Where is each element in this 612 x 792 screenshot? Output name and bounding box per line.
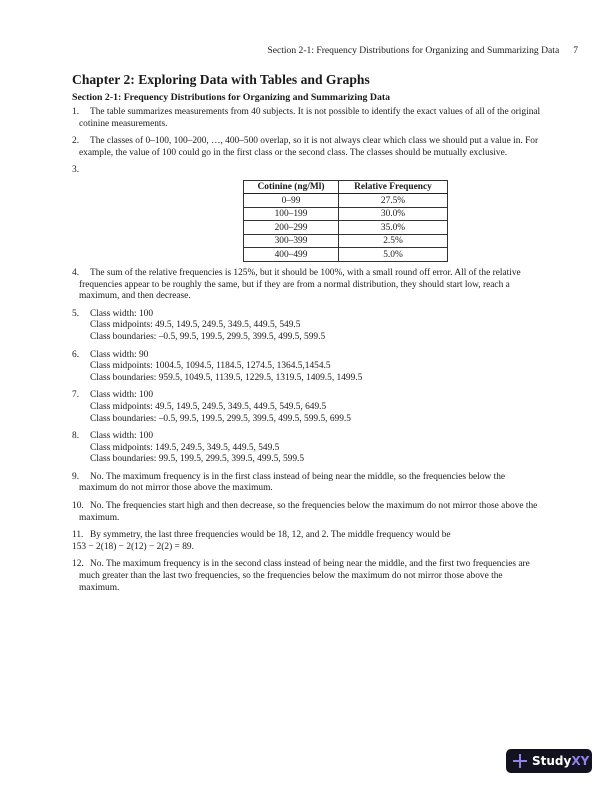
item-number: 12.: [72, 559, 84, 570]
table-cell: 27.5%: [339, 194, 448, 208]
page-number: 7: [573, 45, 578, 56]
class-midpoints: Class midpoints: 49.5, 149.5, 249.5, 349.5, 449.5, 549.5: [90, 320, 301, 331]
middle-frequency-equation: 153 − 2(18) − 2(12) − 2(2) = 89.: [72, 541, 194, 552]
running-title: Section 2-1: Frequency Distributions for Organizing and Summarizing Data: [267, 45, 560, 56]
answer-text: By symmetry, the last three frequencies would be 18, 12, and 2. The middle frequency would be: [90, 530, 451, 541]
answer-text: The classes of 0–100, 100–200, …, 400–500 overlap, so it is not always clear which class we should put a value in. For example, the value of 100 could go in the first class or the second class. The classes should be mutually exclusive.: [79, 136, 539, 158]
answer-12: [72, 559, 542, 594]
table-cell: 2.5%: [339, 234, 448, 248]
section-title: Section 2-1: Frequency Distributions for Organizing and Summarizing Data: [72, 92, 391, 103]
class-midpoints: Class midpoints: 1004.5, 1094.5, 1184.5, 1274.5, 1364.5,1454.5: [90, 361, 331, 372]
answer-3: [72, 165, 542, 177]
item-number: 1.: [72, 107, 80, 117]
running-header: [0, 45, 578, 56]
item-number: 7.: [72, 390, 80, 401]
answer-text: The table summarizes measurements from 40 subjects. It is not possible to identify the exact values of all of the original cotinine measurements.: [79, 107, 541, 129]
table-cell: 400–499: [244, 248, 339, 262]
item-number: 5.: [72, 308, 80, 319]
class-midpoints: Class midpoints: 149.5, 249.5, 349.5, 449.5, 549.5: [90, 442, 280, 453]
answer-text: No. The maximum frequency is in the first class instead of being near the middle, so the frequencies below the maximum do not mirror those above the maximum.: [79, 471, 506, 494]
relative-frequency-table: [243, 180, 448, 262]
page-content: [72, 72, 542, 600]
answer-7: [72, 390, 542, 425]
answer-4: [72, 268, 542, 303]
answer-text: The sum of the relative frequencies is 125%, but it should be 100%, with a small round off error. All of the relative frequencies appear to be roughly the same, but if they are from a normal distribution, they should start low, reach a maximum, and then decrease.: [79, 267, 521, 302]
brand-accent: XY: [571, 754, 590, 768]
class-boundaries: Class boundaries: –0.5, 99.5, 199.5, 299.5, 399.5, 499.5, 599.5, 699.5: [90, 413, 351, 424]
item-number: 6.: [72, 349, 80, 360]
item-number: 3.: [72, 165, 80, 176]
item-number: 8.: [72, 431, 80, 442]
table-cell: 100–199: [244, 207, 339, 221]
table-cell: 30.0%: [339, 207, 448, 221]
class-width: Class width: 90: [90, 349, 149, 360]
table-row: [244, 234, 448, 248]
class-boundaries: Class boundaries: 959.5, 1049.5, 1139.5, 1229.5, 1319.5, 1409.5, 1499.5: [90, 372, 363, 383]
answer-11: [72, 530, 542, 553]
answer-6: [72, 350, 542, 385]
answer-9: [72, 472, 542, 495]
table-header-row: [244, 180, 448, 194]
answer-text: No. The frequencies start high and then decrease, so the frequencies below the maximum do not mirror those above the maximum.: [79, 501, 538, 523]
class-width: Class width: 100: [90, 308, 154, 319]
item-number: 2.: [72, 136, 80, 147]
class-width: Class width: 100: [90, 390, 154, 401]
answer-5: [72, 309, 542, 344]
brand-main: Study: [532, 754, 572, 768]
column-header: Relative Frequency: [339, 180, 448, 194]
answer-10: [72, 501, 542, 524]
answer-1: [72, 107, 542, 130]
answer-2: [72, 136, 542, 159]
table-cell: 300–399: [244, 234, 339, 248]
class-midpoints: Class midpoints: 49.5, 149.5, 249.5, 349.5, 449.5, 549.5, 649.5: [90, 401, 327, 412]
plus-icon: [513, 754, 527, 768]
item-number: 4.: [72, 267, 80, 278]
item-number: 11.: [72, 530, 84, 541]
table-cell: 5.0%: [339, 248, 448, 262]
table-row: [244, 194, 448, 208]
class-boundaries: Class boundaries: –0.5, 99.5, 199.5, 299.5, 399.5, 499.5, 599.5: [90, 331, 326, 342]
table-cell: 0–99: [244, 194, 339, 208]
table-row: [244, 248, 448, 262]
table-row: [244, 207, 448, 221]
column-header: Cotinine (ng/Ml): [244, 180, 339, 194]
table-cell: 35.0%: [339, 221, 448, 235]
item-number: 9.: [72, 471, 80, 482]
item-number: 10.: [72, 501, 84, 512]
answer-8: [72, 431, 542, 466]
chapter-title: Chapter 2: Exploring Data with Tables and Graphs: [72, 72, 370, 87]
class-width: Class width: 100: [90, 431, 154, 442]
answer-text: No. The maximum frequency is in the second class instead of being near the middle, and the first two frequencies are much greater than the last two frequencies, so the frequencies below the maximum do not mirror those above the maximum.: [79, 559, 530, 593]
table-cell: 200–299: [244, 221, 339, 235]
table-row: [244, 221, 448, 235]
class-boundaries: Class boundaries: 99.5, 199.5, 299.5, 399.5, 499.5, 599.5: [90, 454, 305, 465]
studyxy-badge[interactable]: [506, 749, 592, 773]
